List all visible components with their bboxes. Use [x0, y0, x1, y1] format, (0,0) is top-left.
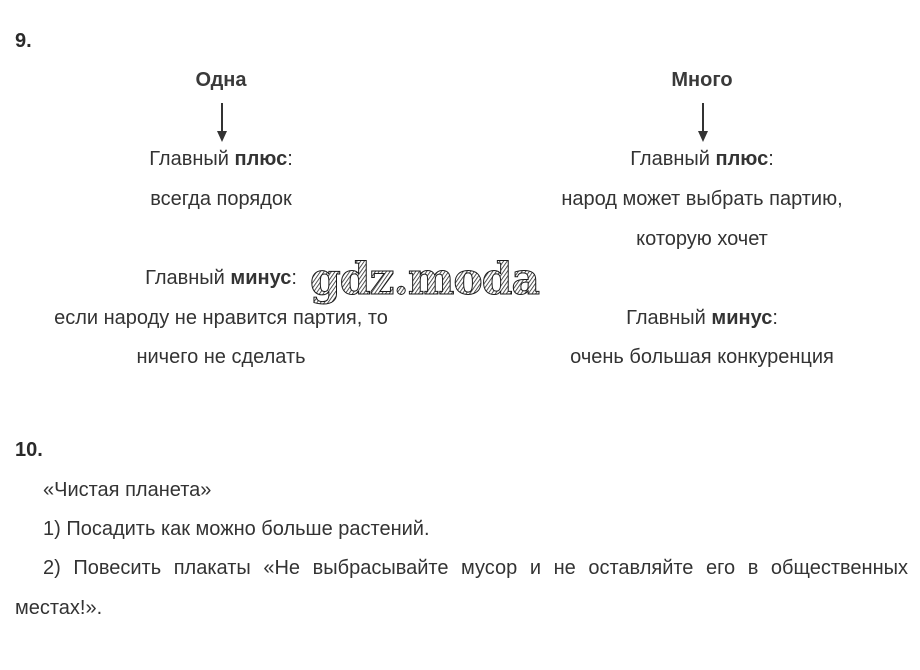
left-minus-line-2: ничего не сделать	[136, 346, 306, 368]
right-minus-text: очень большая конкуренция	[570, 346, 834, 368]
right-plus-label: Главный плюс:	[630, 148, 774, 170]
left-plus-label: Главный плюс:	[149, 148, 293, 170]
left-minus-line-1: если народу не нравится партия, то	[54, 307, 388, 329]
task-9-number: 9.	[15, 30, 32, 52]
right-plus-line-1: народ может выбрать партию,	[561, 188, 843, 210]
watermark-logo	[308, 252, 570, 306]
left-minus-label: Главный минус:	[145, 267, 297, 289]
right-heading: Много	[671, 69, 733, 91]
right-minus-label: Главный минус:	[626, 307, 778, 329]
left-plus-text: всегда порядок	[150, 188, 292, 210]
task-10-number: 10.	[15, 439, 43, 461]
task-10-title: «Чистая планета»	[43, 479, 212, 501]
svg-text:gdz.moda: gdz.moda	[310, 254, 540, 305]
task-10-item-2: 2) Повесить плакаты «Не выбрасывайте мусор и не оставляйте его в общественных местах!».	[15, 557, 908, 619]
right-plus-line-2: которую хочет	[636, 228, 768, 250]
task-10-item-1: 1) Посадить как можно больше растений.	[43, 518, 430, 540]
left-heading: Одна	[195, 69, 247, 91]
